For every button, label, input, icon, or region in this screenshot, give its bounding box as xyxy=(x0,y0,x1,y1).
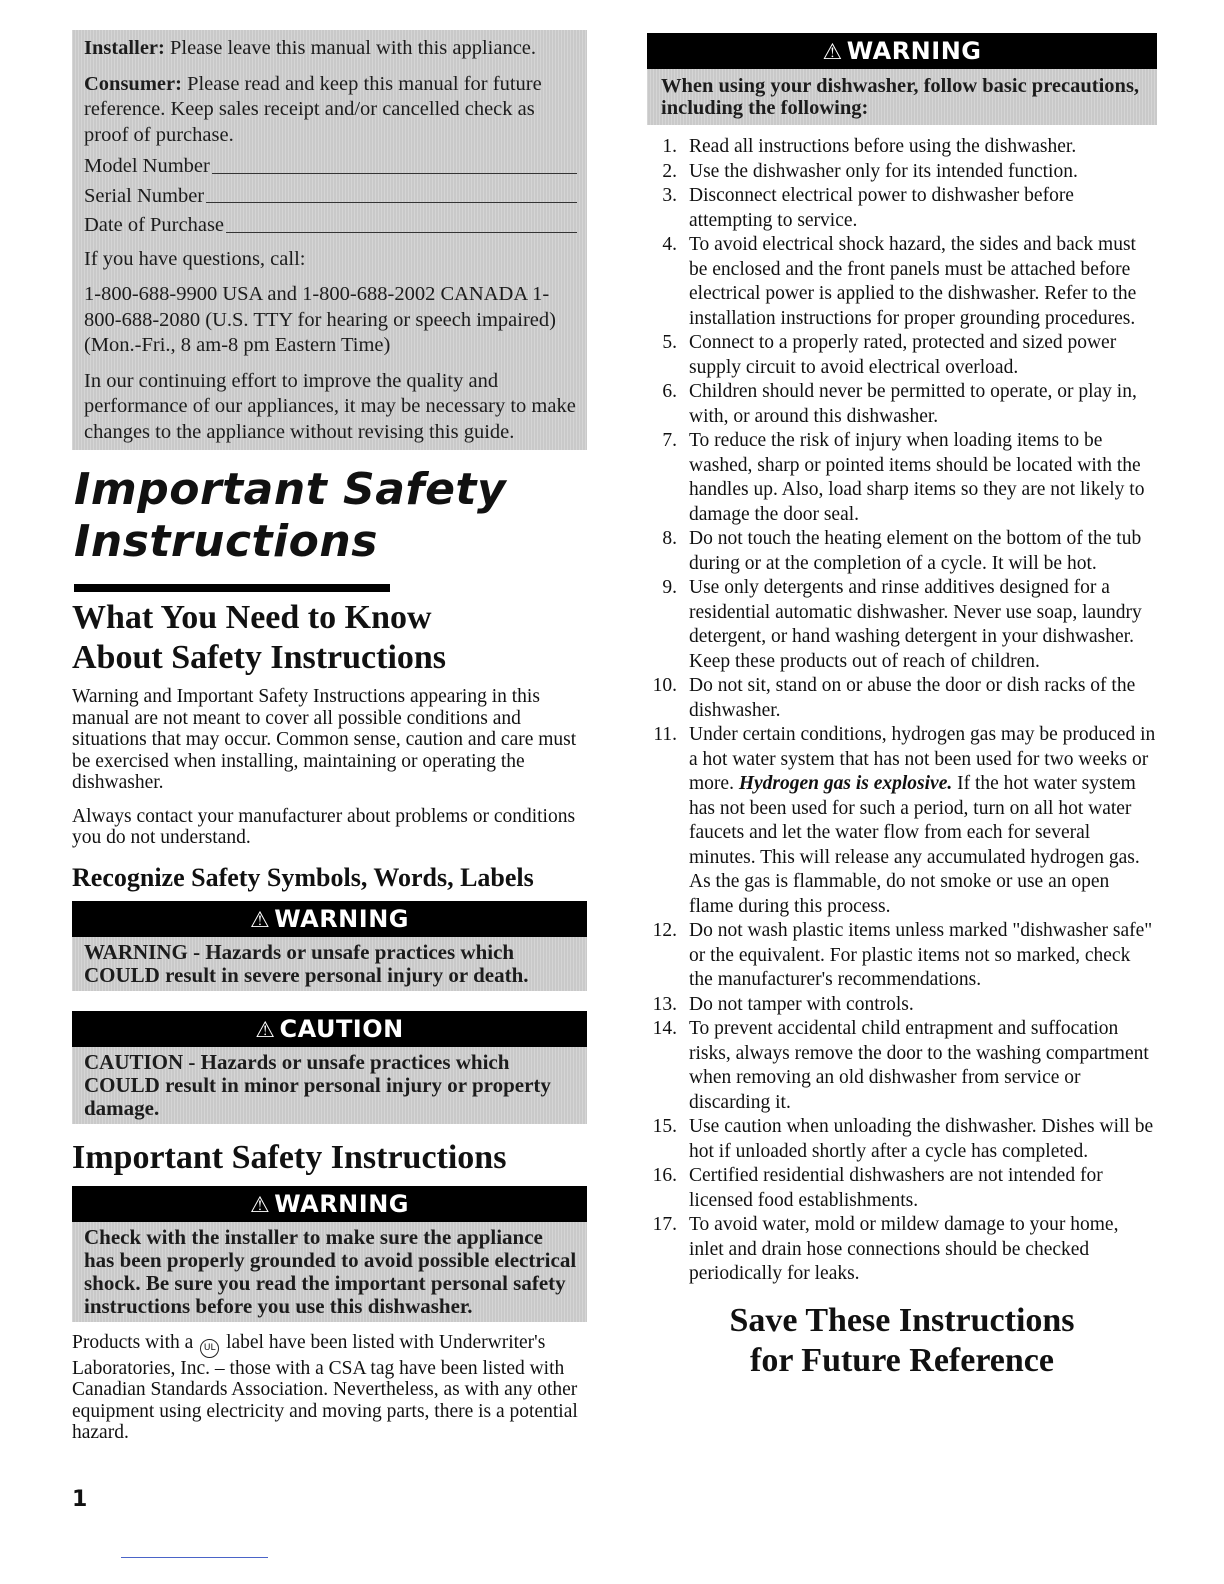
caution-definition-box: CAUTION - Hazards or unsafe practices which COULD result in minor personal injury or property damage. xyxy=(72,1047,587,1124)
list-item: 13. Do not tamper with controls. xyxy=(652,993,914,1015)
list-item: 15. Use caution when unloading the dishwasher. Dishes will be hot if unloaded shortly after a cycle has completed. xyxy=(652,1116,1154,1162)
what-you-need-line-2: About Safety Instructions xyxy=(72,639,447,676)
serial-number-label: Serial Number xyxy=(84,184,205,207)
date-of-purchase-line xyxy=(226,232,577,233)
important-safety-heading: Important Safety Instructions xyxy=(72,1138,507,1176)
list-item: 12. Do not wash plastic items unless marked "dishwasher safe" or the equivalent. For plastic items not so marked, check the manufacturer's recommendations. xyxy=(652,920,1153,990)
list-item: 14. To prevent accidental child entrapment and suffocation risks, always remove the door to the washing compartment when removing an old dishwasher from service or discarding it. xyxy=(652,1018,1149,1113)
installer-label: Installer: xyxy=(84,37,165,59)
installer-text: Please leave this manual with this appliance. xyxy=(169,37,537,59)
warning-definition-box: WARNING - Hazards or unsafe practices which COULD result in severe personal injury or death. xyxy=(72,937,587,991)
right-column xyxy=(647,33,1157,1381)
page-number: 1 xyxy=(72,1487,88,1512)
caution-triangle-icon: ⚠ xyxy=(255,1017,276,1043)
list-item: 7. To reduce the risk of injury when loading items to be washed, sharp or pointed items should be located with the handles up. Also, load sharp items so they are not likely to damage the door seal. xyxy=(662,430,1145,525)
what-you-need-line-1: What You Need to Know xyxy=(72,599,432,636)
warning-banner-2-label: WARNING xyxy=(274,1189,409,1218)
page-title xyxy=(74,464,587,568)
consumer-label: Consumer: xyxy=(84,72,182,95)
grounding-warning-box: Check with the installer to make sure the appliance has been properly grounded to avoid possible electrical shock. Be sure you read the important personal safety instructions before you use this dishwasher. xyxy=(72,1222,587,1322)
consumer-note xyxy=(84,72,577,149)
hydrogen-warning-emphasis: Hydrogen gas is explosive. xyxy=(738,773,953,794)
model-number-label: Model Number xyxy=(84,155,210,177)
list-item: 17. To avoid water, mold or mildew damage to your home, inlet and drain hose connections should be checked periodically for leaks. xyxy=(652,1214,1119,1284)
save-line-2: for Future Reference xyxy=(750,1341,1054,1379)
list-item: 8. Do not touch the heating element on the bottom of the tub during or at the completion of a cycle. It will be hot. xyxy=(662,528,1142,574)
model-number-line xyxy=(212,173,577,174)
list-item: 10. Do not sit, stand on or abuse the door or dish racks of the dishwasher. xyxy=(652,675,1136,721)
list-item: 2. Use the dishwasher only for its intended function. xyxy=(662,160,1078,182)
serial-number-line xyxy=(206,202,577,203)
model-number-field xyxy=(84,154,577,180)
date-of-purchase-field xyxy=(84,213,577,239)
know-paragraph-1: Warning and Important Safety Instructions appearing in this manual are not meant to cover all possible conditions and situations that may occur. Common sense, caution and care must be exercised when installing, maintaining or operating the dishwasher. xyxy=(72,686,577,793)
continuing-effort-text: In our continuing effort to improve the quality and performance of our appliances, it may be necessary to make changes to the appliance without revising this guide. xyxy=(84,369,576,443)
warning-banner-1 xyxy=(72,901,587,937)
title-line-1: Important Safety xyxy=(74,464,507,515)
bottom-divider xyxy=(121,1557,268,1558)
list-item: 9. Use only detergents and rinse additives designed for a residential automatic dishwasher. Never use soap, laundry detergent, or hand washing detergent in your dishwasher. Keep these products out of reach of children. xyxy=(662,577,1142,672)
list-item: 1. Read all instructions before using the dishwasher. xyxy=(662,136,1077,157)
warning-triangle-icon: ⚠ xyxy=(250,1192,271,1218)
warning-triangle-icon: ⚠ xyxy=(250,907,271,933)
products-after-text: label have been listed with Underwriter's Laboratories, Inc. – those with a CSA tag have been listed with Canadian Standards Association. Nevertheless, as with any other equipment using electricity and moving parts, there is a potential hazard. xyxy=(72,1331,578,1443)
date-of-purchase-label: Date of Purchase xyxy=(84,214,225,236)
list-item: 11. Under certain conditions, hydrogen gas may be produced in a hot water system that has not been used for two weeks or more. Hydrogen gas is explosive. If the hot water system has not been used for such a period, turn on all hot water faucets and let the water flow from each for several minutes. This will release any accumulated hydrogen gas. As the gas is flammable, do not smoke or use an open flame during this process. xyxy=(653,724,1156,917)
ul-listing-paragraph xyxy=(72,1332,587,1444)
list-item: 16. Certified residential dishwashers are not intended for licensed food establishments. xyxy=(652,1165,1103,1211)
list-item: 6. Children should never be permitted to operate, or play in, with, or around this dishwasher. xyxy=(662,381,1137,427)
save-line-1: Save These Instructions xyxy=(729,1301,1075,1339)
warning-banner-3-label: WARNING xyxy=(846,37,982,65)
installer-info-box xyxy=(72,30,587,450)
warning-banner-2 xyxy=(72,1186,587,1222)
save-instructions-heading xyxy=(647,1301,1157,1381)
know-paragraph-2: Always contact your manufacturer about problems or conditions you do not understand. xyxy=(72,805,576,848)
caution-banner-label: CAUTION xyxy=(279,1014,404,1043)
safety-instructions-list xyxy=(647,135,1157,1287)
what-you-need-heading xyxy=(72,598,587,678)
serial-number-field xyxy=(84,184,577,210)
installer-note xyxy=(84,36,577,62)
questions-text: If you have questions, call: xyxy=(84,247,306,270)
basic-precautions-box: When using your dishwasher, follow basic precautions, including the following: xyxy=(647,69,1157,125)
caution-banner xyxy=(72,1011,587,1047)
ul-mark-icon: UL xyxy=(200,1339,219,1358)
products-before-text: Products with a xyxy=(72,1331,194,1353)
list-item: 5. Connect to a properly rated, protected and sized power supply circuit to avoid electrical overload. xyxy=(662,332,1117,378)
title-line-2: Instructions xyxy=(74,516,378,567)
left-column xyxy=(72,30,587,1456)
title-underline xyxy=(74,584,390,592)
warning-banner-1-label: WARNING xyxy=(274,904,409,933)
consumer-text: Please read and keep this manual for future reference. Keep sales receipt and/or cancelled check as proof of purchase. xyxy=(84,72,542,146)
phone-numbers: 1-800-688-9900 USA and 1-800-688-2002 CANADA 1-800-688-2080 (U.S. TTY for hearing or speech impaired) (Mon.-Fri., 8 am-8 pm Eastern Time) xyxy=(84,283,556,356)
list-item: 4. To avoid electrical shock hazard, the sides and back must be enclosed and the front panels must be attached before electrical power is applied to the dishwasher. Refer to the installation instructions for proper grounding procedures. xyxy=(662,234,1137,329)
warning-banner-3 xyxy=(647,33,1157,69)
warning-triangle-icon: ⚠ xyxy=(822,40,843,65)
recognize-heading: Recognize Safety Symbols, Words, Labels xyxy=(72,862,534,892)
list-item: 3. Disconnect electrical power to dishwasher before attempting to service. xyxy=(662,185,1074,231)
